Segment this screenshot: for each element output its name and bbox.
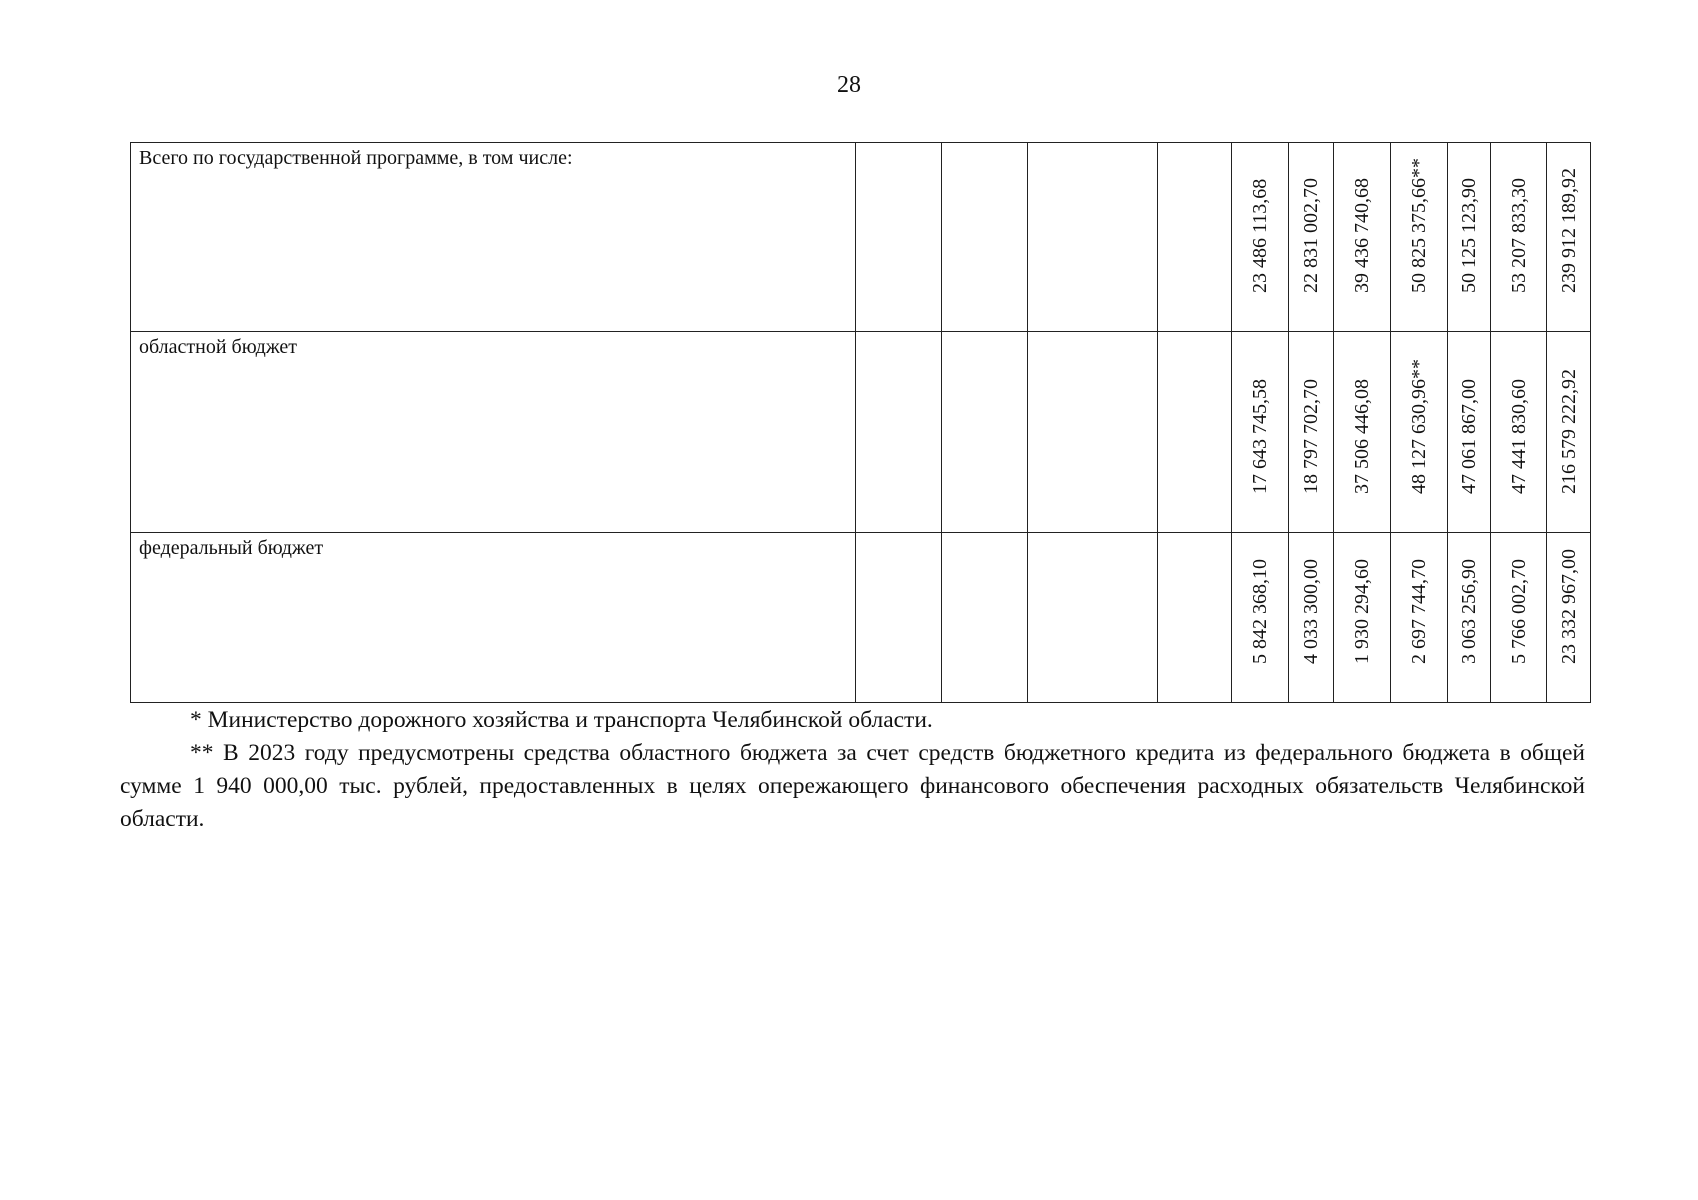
value-cell [1289, 332, 1334, 533]
page-number: 28 [837, 72, 861, 98]
value-cell [1448, 533, 1491, 703]
value-text: 23 332 967,00 [1557, 549, 1580, 664]
value-text: 1 930 294,60 [1351, 559, 1373, 664]
empty-cell [1028, 533, 1158, 703]
value-cell [1334, 332, 1391, 533]
value-cell [1232, 332, 1289, 533]
table-row-regional [131, 332, 1591, 533]
row-label-total: Всего по государственной программе, в том числе: [131, 143, 856, 332]
value-cell [1289, 533, 1334, 703]
row-label-regional: областной бюджет [131, 332, 856, 533]
empty-cell [1158, 332, 1232, 533]
value-text: 39 436 740,68 [1351, 178, 1373, 293]
value-cell [1491, 332, 1547, 533]
footnote-budget-credit: ** В 2023 году предусмотрены средства областного бюджета за счет средств бюджетного кредита из федерального бюджета в общей сумме 1 940 000,00 тыс. рублей, предоставленных в целях опережающего финансового обеспечения расходных обязательств Челябинской области. [120, 740, 1585, 832]
value-text: 2 697 744,70 [1408, 559, 1430, 664]
value-text: 48 127 630,96** [1408, 359, 1430, 494]
value-cell [1391, 332, 1448, 533]
value-cell [1334, 143, 1391, 332]
value-cell [1232, 143, 1289, 332]
table-row-total [131, 143, 1591, 332]
empty-cell [1028, 332, 1158, 533]
empty-cell [942, 143, 1028, 332]
value-cell [1491, 533, 1547, 703]
value-text: 53 207 833,30 [1507, 178, 1530, 293]
value-text: 50 825 375,66** [1408, 158, 1430, 293]
footnote-ministry: * Министерство дорожного хозяйства и транспорта Челябинской области. [190, 707, 933, 733]
value-cell [1448, 332, 1491, 533]
value-cell [1448, 143, 1491, 332]
empty-cell [1158, 533, 1232, 703]
value-cell [1391, 143, 1448, 332]
value-cell [1391, 533, 1448, 703]
empty-cell [942, 533, 1028, 703]
value-cell [1289, 143, 1334, 332]
empty-cell [856, 533, 942, 703]
empty-cell [1028, 143, 1158, 332]
value-cell [1547, 143, 1591, 332]
budget-table [130, 142, 1591, 703]
value-cell [1232, 533, 1289, 703]
empty-cell [942, 332, 1028, 533]
value-text: 4 033 300,00 [1300, 559, 1322, 664]
value-text: 47 441 830,60 [1507, 379, 1530, 494]
value-text: 216 579 222,92 [1557, 369, 1580, 494]
value-text: 5 842 368,10 [1249, 559, 1271, 664]
value-text: 22 831 002,70 [1300, 178, 1322, 293]
empty-cell [856, 332, 942, 533]
empty-cell [856, 143, 942, 332]
value-text: 239 912 189,92 [1557, 168, 1580, 293]
empty-cell [1158, 143, 1232, 332]
value-text: 18 797 702,70 [1300, 379, 1322, 494]
value-cell [1334, 533, 1391, 703]
value-text: 5 766 002,70 [1507, 559, 1530, 664]
value-cell [1547, 332, 1591, 533]
value-text: 50 125 123,90 [1458, 178, 1480, 293]
value-text: 3 063 256,90 [1458, 559, 1480, 664]
value-cell [1491, 143, 1547, 332]
footnotes [120, 704, 1585, 836]
value-text: 23 486 113,68 [1249, 178, 1271, 293]
value-text: 17 643 745,58 [1249, 379, 1271, 494]
row-label-federal: федеральный бюджет [131, 533, 856, 703]
table-row-federal [131, 533, 1591, 703]
value-cell [1547, 533, 1591, 703]
value-text: 37 506 446,08 [1351, 379, 1373, 494]
value-text: 47 061 867,00 [1458, 379, 1480, 494]
